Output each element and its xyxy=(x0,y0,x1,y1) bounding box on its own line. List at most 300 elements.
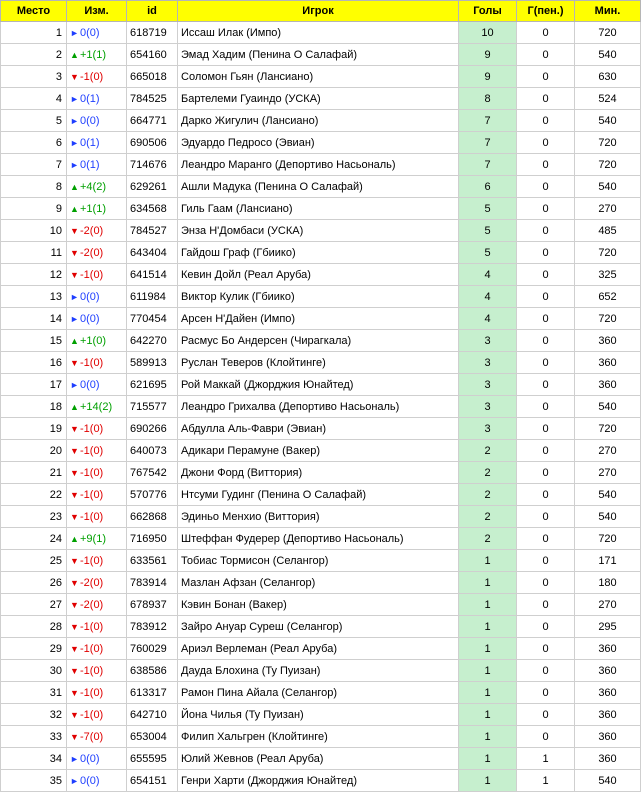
change-cell xyxy=(67,528,127,550)
table-row xyxy=(1,110,641,132)
header-player[interactable]: Игрок xyxy=(178,1,459,22)
min-cell: 540 xyxy=(575,506,641,528)
right-pointer-icon: ► xyxy=(70,313,79,324)
min-cell: 360 xyxy=(575,330,641,352)
pen-cell: 0 xyxy=(517,440,575,462)
goals-cell: 4 xyxy=(459,286,517,308)
id-cell: 662868 xyxy=(127,506,178,528)
id-cell: 618719 xyxy=(127,22,178,44)
player-cell: Тобиас Тормисон (Селангор) xyxy=(178,550,459,572)
rank-cell: 19 xyxy=(1,418,67,440)
change-value: -1(0) xyxy=(80,422,104,435)
pen-cell: 0 xyxy=(517,704,575,726)
change-value: -1(0) xyxy=(80,444,104,457)
change-value: +1(0) xyxy=(80,334,106,347)
goals-cell: 3 xyxy=(459,330,517,352)
id-cell: 611984 xyxy=(127,286,178,308)
id-cell: 767542 xyxy=(127,462,178,484)
rank-cell: 35 xyxy=(1,770,67,792)
change-value: 0(1) xyxy=(80,92,100,105)
id-cell: 665018 xyxy=(127,66,178,88)
change-value: -1(0) xyxy=(80,70,104,83)
down-triangle-icon: ▼ xyxy=(70,709,79,720)
change-value: 0(0) xyxy=(80,312,100,325)
down-triangle-icon: ▼ xyxy=(70,357,79,368)
min-cell: 360 xyxy=(575,704,641,726)
pen-cell: 0 xyxy=(517,682,575,704)
table-row xyxy=(1,198,641,220)
goals-cell: 7 xyxy=(459,110,517,132)
pen-cell: 0 xyxy=(517,418,575,440)
goals-cell: 10 xyxy=(459,22,517,44)
player-cell: Генри Харти (Джорджия Юнайтед) xyxy=(178,770,459,792)
pen-cell: 1 xyxy=(517,770,575,792)
min-cell: 360 xyxy=(575,660,641,682)
pen-cell: 0 xyxy=(517,374,575,396)
player-cell: Мазлан Афзан (Селангор) xyxy=(178,572,459,594)
goals-cell: 3 xyxy=(459,352,517,374)
pen-cell: 0 xyxy=(517,616,575,638)
table-row xyxy=(1,748,641,770)
id-cell: 760029 xyxy=(127,638,178,660)
down-triangle-icon: ▼ xyxy=(70,687,79,698)
change-cell xyxy=(67,616,127,638)
goals-cell: 2 xyxy=(459,440,517,462)
goals-cell: 2 xyxy=(459,462,517,484)
rank-cell: 23 xyxy=(1,506,67,528)
table-row xyxy=(1,22,641,44)
id-cell: 634568 xyxy=(127,198,178,220)
table-row xyxy=(1,440,641,462)
change-value: 0(0) xyxy=(80,752,100,765)
goals-cell: 1 xyxy=(459,770,517,792)
goals-cell: 7 xyxy=(459,132,517,154)
rank-cell: 26 xyxy=(1,572,67,594)
change-value: +14(2) xyxy=(80,400,113,413)
pen-cell: 0 xyxy=(517,330,575,352)
player-cell: Ашли Мадука (Пенина О Салафай) xyxy=(178,176,459,198)
change-cell xyxy=(67,330,127,352)
rank-cell: 22 xyxy=(1,484,67,506)
table-row xyxy=(1,308,641,330)
down-triangle-icon: ▼ xyxy=(70,599,79,610)
goals-cell: 1 xyxy=(459,704,517,726)
rank-cell: 17 xyxy=(1,374,67,396)
change-value: -1(0) xyxy=(80,466,104,479)
pen-cell: 1 xyxy=(517,748,575,770)
id-cell: 664771 xyxy=(127,110,178,132)
table-row xyxy=(1,462,641,484)
id-cell: 641514 xyxy=(127,264,178,286)
player-cell: Ариэл Верлеман (Реал Аруба) xyxy=(178,638,459,660)
pen-cell: 0 xyxy=(517,132,575,154)
min-cell: 270 xyxy=(575,594,641,616)
change-value: -2(0) xyxy=(80,598,104,611)
change-value: -1(0) xyxy=(80,356,104,369)
table-row xyxy=(1,704,641,726)
rank-cell: 15 xyxy=(1,330,67,352)
table-row xyxy=(1,330,641,352)
change-value: 0(0) xyxy=(80,378,100,391)
id-cell: 770454 xyxy=(127,308,178,330)
table-row xyxy=(1,220,641,242)
right-pointer-icon: ► xyxy=(70,137,79,148)
pen-cell: 0 xyxy=(517,154,575,176)
goals-cell: 1 xyxy=(459,616,517,638)
pen-cell: 0 xyxy=(517,528,575,550)
change-cell xyxy=(67,440,127,462)
goals-cell: 4 xyxy=(459,308,517,330)
goals-cell: 5 xyxy=(459,242,517,264)
up-triangle-icon: ▲ xyxy=(70,533,79,544)
pen-cell: 0 xyxy=(517,66,575,88)
id-cell: 642710 xyxy=(127,704,178,726)
down-triangle-icon: ▼ xyxy=(70,489,79,500)
change-value: 0(0) xyxy=(80,26,100,39)
table-row xyxy=(1,352,641,374)
min-cell: 720 xyxy=(575,242,641,264)
player-cell: Эмад Хадим (Пенина О Салафай) xyxy=(178,44,459,66)
id-cell: 784525 xyxy=(127,88,178,110)
min-cell: 720 xyxy=(575,22,641,44)
change-cell xyxy=(67,264,127,286)
rank-cell: 16 xyxy=(1,352,67,374)
table-row xyxy=(1,88,641,110)
min-cell: 325 xyxy=(575,264,641,286)
min-cell: 720 xyxy=(575,308,641,330)
down-triangle-icon: ▼ xyxy=(70,621,79,632)
right-pointer-icon: ► xyxy=(70,291,79,302)
rank-cell: 20 xyxy=(1,440,67,462)
player-cell: Йона Чилья (Ту Пуизан) xyxy=(178,704,459,726)
player-cell: Леандро Маранго (Депортиво Насьональ) xyxy=(178,154,459,176)
change-value: +4(2) xyxy=(80,180,106,193)
rank-cell: 10 xyxy=(1,220,67,242)
table-row xyxy=(1,572,641,594)
player-cell: Иссаш Илак (Импо) xyxy=(178,22,459,44)
table-row xyxy=(1,638,641,660)
goals-cell: 1 xyxy=(459,660,517,682)
player-cell: Леандро Грихалва (Депортиво Насьональ) xyxy=(178,396,459,418)
goals-cell: 2 xyxy=(459,528,517,550)
rank-cell: 12 xyxy=(1,264,67,286)
change-value: -1(0) xyxy=(80,708,104,721)
goals-cell: 5 xyxy=(459,198,517,220)
right-pointer-icon: ► xyxy=(70,159,79,170)
goals-cell: 3 xyxy=(459,396,517,418)
goals-cell: 8 xyxy=(459,88,517,110)
header-row xyxy=(1,1,641,22)
pen-cell: 0 xyxy=(517,638,575,660)
change-value: -1(0) xyxy=(80,554,104,567)
rank-cell: 2 xyxy=(1,44,67,66)
min-cell: 360 xyxy=(575,638,641,660)
pen-cell: 0 xyxy=(517,594,575,616)
rank-cell: 3 xyxy=(1,66,67,88)
change-cell xyxy=(67,308,127,330)
table-row xyxy=(1,682,641,704)
change-value: -1(0) xyxy=(80,488,104,501)
table-body xyxy=(1,22,641,792)
table-row xyxy=(1,528,641,550)
up-triangle-icon: ▲ xyxy=(70,401,79,412)
change-cell xyxy=(67,22,127,44)
change-cell xyxy=(67,660,127,682)
down-triangle-icon: ▼ xyxy=(70,643,79,654)
player-cell: Штеффан Фудерер (Депортиво Насьональ) xyxy=(178,528,459,550)
player-cell: Руслан Теверов (Клойтинге) xyxy=(178,352,459,374)
change-value: -1(0) xyxy=(80,268,104,281)
id-cell: 678937 xyxy=(127,594,178,616)
pen-cell: 0 xyxy=(517,396,575,418)
player-cell: Рамон Пина Айала (Селангор) xyxy=(178,682,459,704)
min-cell: 360 xyxy=(575,352,641,374)
down-triangle-icon: ▼ xyxy=(70,423,79,434)
id-cell: 783912 xyxy=(127,616,178,638)
id-cell: 638586 xyxy=(127,660,178,682)
goals-cell: 7 xyxy=(459,154,517,176)
rank-cell: 9 xyxy=(1,198,67,220)
min-cell: 360 xyxy=(575,748,641,770)
change-cell xyxy=(67,44,127,66)
min-cell: 524 xyxy=(575,88,641,110)
min-cell: 540 xyxy=(575,176,641,198)
player-cell: Гайдош Граф (Гбиико) xyxy=(178,242,459,264)
change-cell xyxy=(67,374,127,396)
table-row xyxy=(1,396,641,418)
player-cell: Энза Н'Домбаси (УСКА) xyxy=(178,220,459,242)
down-triangle-icon: ▼ xyxy=(70,71,79,82)
table-row xyxy=(1,594,641,616)
table-row xyxy=(1,44,641,66)
min-cell: 720 xyxy=(575,528,641,550)
header-change[interactable]: Изм. xyxy=(67,1,127,22)
change-cell xyxy=(67,550,127,572)
change-cell xyxy=(67,198,127,220)
header-pen[interactable]: Г(пен.) xyxy=(517,1,575,22)
change-cell xyxy=(67,572,127,594)
header-goals[interactable]: Голы xyxy=(459,1,517,22)
player-cell: Гиль Гаам (Лансиано) xyxy=(178,198,459,220)
rank-cell: 6 xyxy=(1,132,67,154)
player-cell: Эдуардо Педросо (Эвиан) xyxy=(178,132,459,154)
id-cell: 783914 xyxy=(127,572,178,594)
player-cell: Кэвин Бонан (Вакер) xyxy=(178,594,459,616)
min-cell: 171 xyxy=(575,550,641,572)
change-cell xyxy=(67,88,127,110)
pen-cell: 0 xyxy=(517,352,575,374)
id-cell: 690506 xyxy=(127,132,178,154)
player-cell: Бартелеми Гуаиндо (УСКА) xyxy=(178,88,459,110)
rank-cell: 32 xyxy=(1,704,67,726)
min-cell: 652 xyxy=(575,286,641,308)
change-cell xyxy=(67,462,127,484)
goals-cell: 9 xyxy=(459,66,517,88)
player-cell: Виктор Кулик (Гбиико) xyxy=(178,286,459,308)
change-cell xyxy=(67,286,127,308)
player-cell: Эдиньо Менхио (Виттория) xyxy=(178,506,459,528)
up-triangle-icon: ▲ xyxy=(70,181,79,192)
goals-cell: 4 xyxy=(459,264,517,286)
pen-cell: 0 xyxy=(517,506,575,528)
table-row xyxy=(1,770,641,792)
id-cell: 654151 xyxy=(127,770,178,792)
id-cell: 714676 xyxy=(127,154,178,176)
header-min[interactable]: Мин. xyxy=(575,1,641,22)
change-cell xyxy=(67,638,127,660)
change-cell xyxy=(67,396,127,418)
down-triangle-icon: ▼ xyxy=(70,511,79,522)
change-cell xyxy=(67,682,127,704)
pen-cell: 0 xyxy=(517,484,575,506)
header-rank[interactable]: Место xyxy=(1,1,67,22)
change-cell xyxy=(67,506,127,528)
id-cell: 690266 xyxy=(127,418,178,440)
change-cell xyxy=(67,418,127,440)
change-cell xyxy=(67,154,127,176)
min-cell: 270 xyxy=(575,440,641,462)
pen-cell: 0 xyxy=(517,308,575,330)
change-value: +1(1) xyxy=(80,202,106,215)
rank-cell: 7 xyxy=(1,154,67,176)
rank-cell: 25 xyxy=(1,550,67,572)
goals-cell: 1 xyxy=(459,594,517,616)
pen-cell: 0 xyxy=(517,44,575,66)
id-cell: 643404 xyxy=(127,242,178,264)
change-value: 0(0) xyxy=(80,774,100,787)
goals-cell: 9 xyxy=(459,44,517,66)
id-cell: 715577 xyxy=(127,396,178,418)
up-triangle-icon: ▲ xyxy=(70,203,79,214)
change-cell xyxy=(67,726,127,748)
min-cell: 485 xyxy=(575,220,641,242)
min-cell: 630 xyxy=(575,66,641,88)
rank-cell: 8 xyxy=(1,176,67,198)
min-cell: 720 xyxy=(575,154,641,176)
player-cell: Арсен Н'Дайен (Импо) xyxy=(178,308,459,330)
min-cell: 360 xyxy=(575,726,641,748)
header-id[interactable]: id xyxy=(127,1,178,22)
change-value: -1(0) xyxy=(80,686,104,699)
rank-cell: 14 xyxy=(1,308,67,330)
player-cell: Дарко Жигулич (Лансиано) xyxy=(178,110,459,132)
min-cell: 540 xyxy=(575,396,641,418)
table-row xyxy=(1,242,641,264)
pen-cell: 0 xyxy=(517,88,575,110)
rank-cell: 30 xyxy=(1,660,67,682)
min-cell: 270 xyxy=(575,462,641,484)
pen-cell: 0 xyxy=(517,462,575,484)
table-row xyxy=(1,286,641,308)
id-cell: 784527 xyxy=(127,220,178,242)
min-cell: 270 xyxy=(575,198,641,220)
id-cell: 653004 xyxy=(127,726,178,748)
rank-cell: 24 xyxy=(1,528,67,550)
player-cell: Соломон Гьян (Лансиано) xyxy=(178,66,459,88)
right-pointer-icon: ► xyxy=(70,115,79,126)
change-cell xyxy=(67,704,127,726)
pen-cell: 0 xyxy=(517,176,575,198)
player-cell: Зайро Ануар Суреш (Селангор) xyxy=(178,616,459,638)
pen-cell: 0 xyxy=(517,264,575,286)
rank-cell: 28 xyxy=(1,616,67,638)
id-cell: 629261 xyxy=(127,176,178,198)
change-cell xyxy=(67,748,127,770)
table-row xyxy=(1,66,641,88)
pen-cell: 0 xyxy=(517,726,575,748)
table-row xyxy=(1,418,641,440)
goals-cell: 3 xyxy=(459,374,517,396)
rank-cell: 29 xyxy=(1,638,67,660)
min-cell: 540 xyxy=(575,484,641,506)
pen-cell: 0 xyxy=(517,198,575,220)
right-pointer-icon: ► xyxy=(70,775,79,786)
change-value: -1(0) xyxy=(80,664,104,677)
min-cell: 540 xyxy=(575,770,641,792)
pen-cell: 0 xyxy=(517,242,575,264)
goals-cell: 5 xyxy=(459,220,517,242)
change-value: +9(1) xyxy=(80,532,106,545)
rank-cell: 4 xyxy=(1,88,67,110)
down-triangle-icon: ▼ xyxy=(70,467,79,478)
player-cell: Дауда Блохина (Ту Пуизан) xyxy=(178,660,459,682)
rank-cell: 21 xyxy=(1,462,67,484)
rank-cell: 5 xyxy=(1,110,67,132)
change-cell xyxy=(67,770,127,792)
pen-cell: 0 xyxy=(517,220,575,242)
down-triangle-icon: ▼ xyxy=(70,247,79,258)
min-cell: 540 xyxy=(575,110,641,132)
player-cell: Джони Форд (Виттория) xyxy=(178,462,459,484)
change-value: +1(1) xyxy=(80,48,106,61)
goals-cell: 1 xyxy=(459,682,517,704)
rank-cell: 27 xyxy=(1,594,67,616)
pen-cell: 0 xyxy=(517,550,575,572)
change-value: -7(0) xyxy=(80,730,104,743)
id-cell: 633561 xyxy=(127,550,178,572)
change-value: -1(0) xyxy=(80,620,104,633)
player-cell: Адикари Перамуне (Вакер) xyxy=(178,440,459,462)
id-cell: 654160 xyxy=(127,44,178,66)
change-value: 0(0) xyxy=(80,290,100,303)
id-cell: 716950 xyxy=(127,528,178,550)
right-pointer-icon: ► xyxy=(70,27,79,38)
change-value: 0(1) xyxy=(80,158,100,171)
change-cell xyxy=(67,594,127,616)
min-cell: 360 xyxy=(575,374,641,396)
table-row xyxy=(1,726,641,748)
down-triangle-icon: ▼ xyxy=(70,555,79,566)
change-cell xyxy=(67,132,127,154)
change-cell xyxy=(67,176,127,198)
down-triangle-icon: ▼ xyxy=(70,269,79,280)
id-cell: 640073 xyxy=(127,440,178,462)
change-cell xyxy=(67,484,127,506)
change-value: -2(0) xyxy=(80,576,104,589)
pen-cell: 0 xyxy=(517,22,575,44)
down-triangle-icon: ▼ xyxy=(70,665,79,676)
player-cell: Юлий Жевнов (Реал Аруба) xyxy=(178,748,459,770)
rank-cell: 1 xyxy=(1,22,67,44)
down-triangle-icon: ▼ xyxy=(70,577,79,588)
player-cell: Расмус Бо Андерсен (Чирагкала) xyxy=(178,330,459,352)
pen-cell: 0 xyxy=(517,110,575,132)
change-value: -2(0) xyxy=(80,224,104,237)
change-value: 0(0) xyxy=(80,114,100,127)
id-cell: 621695 xyxy=(127,374,178,396)
up-triangle-icon: ▲ xyxy=(70,335,79,346)
player-cell: Нтсуми Гудинг (Пенина О Салафай) xyxy=(178,484,459,506)
